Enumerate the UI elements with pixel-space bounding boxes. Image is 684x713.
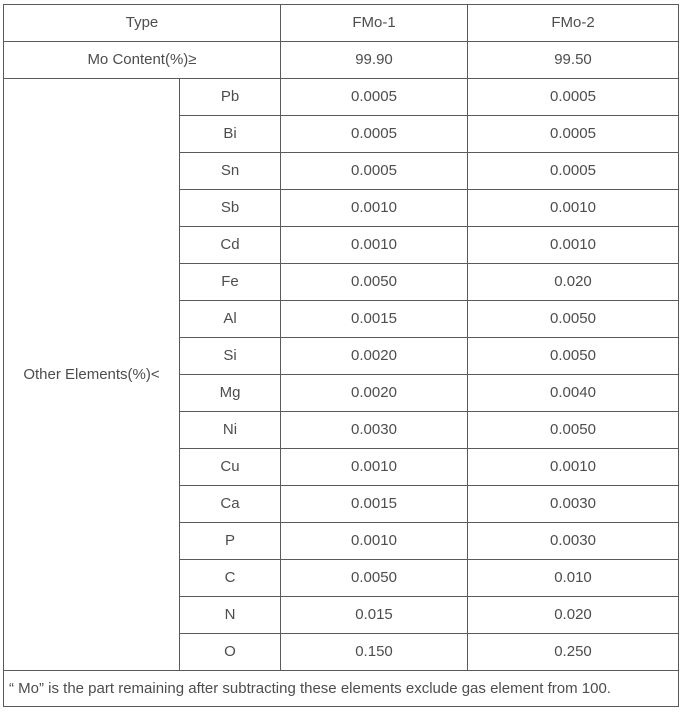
element-cell: C <box>180 560 281 597</box>
mo-content-label: Mo Content(%)≥ <box>4 42 281 79</box>
grade-2-value: 0.0005 <box>468 153 679 190</box>
composition-table <box>3 4 679 707</box>
grade-2-value: 0.020 <box>468 264 679 301</box>
element-cell: Cu <box>180 449 281 486</box>
element-cell: Pb <box>180 79 281 116</box>
element-cell: Sb <box>180 190 281 227</box>
grade-2-value: 0.0010 <box>468 449 679 486</box>
grade-2-value: 0.010 <box>468 560 679 597</box>
grade-2-value: 0.0050 <box>468 301 679 338</box>
grade-2-value: 0.0030 <box>468 523 679 560</box>
mo-content-grade-1: 99.90 <box>281 42 468 79</box>
grade-2-value: 0.0030 <box>468 486 679 523</box>
header-grade-1: FMo-1 <box>281 5 468 42</box>
grade-1-value: 0.0030 <box>281 412 468 449</box>
grade-1-value: 0.0005 <box>281 79 468 116</box>
grade-2-value: 0.0050 <box>468 338 679 375</box>
grade-1-value: 0.0015 <box>281 301 468 338</box>
element-cell: N <box>180 597 281 634</box>
grade-1-value: 0.015 <box>281 597 468 634</box>
grade-1-value: 0.0050 <box>281 264 468 301</box>
element-cell: P <box>180 523 281 560</box>
element-cell: Ca <box>180 486 281 523</box>
grade-1-value: 0.0020 <box>281 338 468 375</box>
grade-2-value: 0.0050 <box>468 412 679 449</box>
element-cell: Al <box>180 301 281 338</box>
element-cell: Sn <box>180 153 281 190</box>
grade-2-value: 0.0010 <box>468 227 679 264</box>
table-row <box>4 79 679 116</box>
grade-1-value: 0.0005 <box>281 153 468 190</box>
footnote-row <box>4 671 679 707</box>
grade-2-value: 0.0040 <box>468 375 679 412</box>
grade-1-value: 0.0050 <box>281 560 468 597</box>
grade-2-value: 0.250 <box>468 634 679 671</box>
header-row <box>4 5 679 42</box>
grade-1-value: 0.0015 <box>281 486 468 523</box>
mo-content-row <box>4 42 679 79</box>
grade-1-value: 0.0010 <box>281 449 468 486</box>
grade-2-value: 0.0005 <box>468 79 679 116</box>
grade-2-value: 0.0005 <box>468 116 679 153</box>
grade-1-value: 0.150 <box>281 634 468 671</box>
grade-1-value: 0.0010 <box>281 190 468 227</box>
element-cell: Ni <box>180 412 281 449</box>
grade-1-value: 0.0005 <box>281 116 468 153</box>
header-grade-2: FMo-2 <box>468 5 679 42</box>
grade-2-value: 0.020 <box>468 597 679 634</box>
element-cell: Si <box>180 338 281 375</box>
element-cell: Mg <box>180 375 281 412</box>
other-elements-label: Other Elements(%)< <box>4 79 180 671</box>
mo-content-grade-2: 99.50 <box>468 42 679 79</box>
header-type: Type <box>4 5 281 42</box>
grade-2-value: 0.0010 <box>468 190 679 227</box>
footnote: “ Mo” is the part remaining after subtracting these elements exclude gas element from 100. <box>4 671 679 707</box>
element-cell: Bi <box>180 116 281 153</box>
element-cell: Fe <box>180 264 281 301</box>
element-cell: O <box>180 634 281 671</box>
grade-1-value: 0.0010 <box>281 523 468 560</box>
element-cell: Cd <box>180 227 281 264</box>
grade-1-value: 0.0020 <box>281 375 468 412</box>
table-body <box>4 5 679 707</box>
grade-1-value: 0.0010 <box>281 227 468 264</box>
